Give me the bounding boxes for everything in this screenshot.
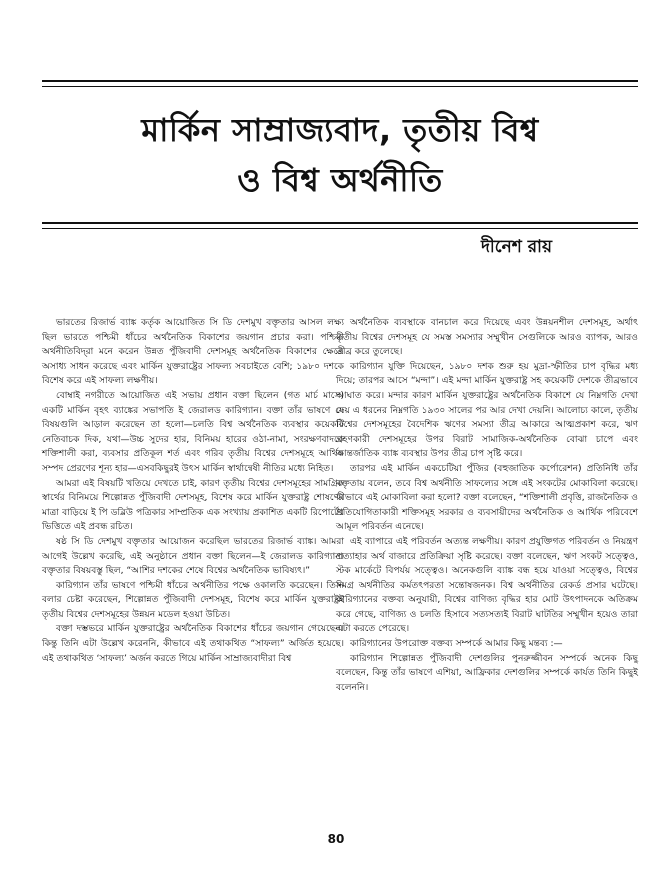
paragraph: তারপর এই মার্কিন একচেটিয়া পুঁজির (বহুজাতিক কর্পোরেশন) প্রতিনিধি তাঁর বক্তৃতায় বলেন, তবে বিশ্ব অর্থনীতি সাফল্যের সঙ্গে এই সংকটের মোকাবিলা করেছে। কীভাবে এই মোকাবিলা করা হলো? বক্তা বলেছেন, “শক্তিশালী প্রবৃত্তি, রাজনৈতিক ও প্রতিযোগিতাকারী শক্তিসমূহ সরকার ও ব্যবসায়ীদের অর্থনৈতিক ও আর্থিক পরিবেশে আমূল পরিবর্তন এনেছে।: [336, 463, 638, 533]
paragraph: ষষ্ঠ সি ডি দেশমুখ বক্তৃতার আয়োজন করেছিল ভারতের রিজার্ভ ব্যাঙ্ক। আমরা আগেই উল্লেখ করেছি, এই অনুষ্ঠানে প্রধান বক্তা ছিলেন—ই জেরালড কারিগ্যান। বক্তৃতার বিষয়বস্তু ছিল, “আশির দশকের শেষে বিশ্বের অর্থনৈতিক ভাবিষ্যৎ।”: [42, 536, 344, 577]
paragraph: কারিগ্যান শিল্পোন্নত পুঁজিবাদী দেশগুলির পুনরুজ্জীবন সম্পর্কে অনেক কিছু বলেছেন, কিন্তু তাঁর ভাষণে এশিয়া, আফ্রিকার দেশগুলির সম্পর্কে কার্যত তিনি কিছুই বলেননি।: [336, 653, 638, 693]
title-bottom-rule: [42, 222, 638, 224]
title-bottom-rule-thin: [42, 228, 638, 229]
paragraph: বোম্বাই নগরীতে আয়োজিত এই সভায় প্রধান বক্তা ছিলেন (গত মার্চ মাসে) একটি মার্কিন বৃহৎ ব্যাঙ্কের সভাপতি ই জেরালড কারিগ্যান। বক্তা তাঁর ভাষণে যে বিষয়গুলি আড়াল করেছেন তা হলো—চলতি বিশ্ব অর্থনৈতিক ব্যবস্থার কয়েকটি নেতিবাচক দিক, যথা—উচ্চ সুদের হার, বিনিময় হারের ওঠা-নামা, সংরক্ষণবাদকে শক্তিশালী করা, ব্যবসার প্রতিকূল শর্ত এবং গরিব তৃতীয় বিশ্বের দেশসমূহে আর্থিক সম্পদ প্রেরণের শূন্য হার—এসবকিছুরই উৎস মার্কিন স্বার্থান্বেষী নীতির মধ্যে নিহিত।: [42, 390, 344, 474]
author-name: দীনেশ রায়: [480, 237, 552, 257]
top-rule: [42, 80, 638, 82]
left-column: [42, 316, 344, 666]
article-title-line1: মার্কিন সাম্রাজ্যবাদ, তৃতীয় বিশ্ব: [141, 111, 539, 149]
right-column: [336, 316, 638, 695]
article-title-line2: ও বিশ্ব অর্থনীতি: [237, 161, 443, 199]
paragraph: এই ব্যাপারে এই পরিবর্তন অত্যন্ত লক্ষণীয়। কারণ প্রযুক্তিগত পরিবর্তন ও নিয়ন্ত্রণ প্রত্যাহার অর্থ বাজারে প্রতিক্রিয়া সৃষ্টি করেছে। বক্তা বলেছেন, ঋণ সংকট সত্ত্বেও, স্টক মার্কেটে বিপর্যয় সত্ত্বেও। অনেকগুলি ব্যাঙ্ক বন্ধ হয়ে যাওয়া সত্ত্বেও, বিশ্বের সমগ্র অর্থনীতির কর্মতৎপরতা সন্তোষজনক। বিশ্ব অর্থনীতির রেকর্ড প্রসার ঘটেছে। কারিগ্যানের বক্তব্য অনুযায়ী, বিশ্বের বাণিজ্য বৃদ্ধির হার মোট উৎপাদনকে অতিক্রম করে গেছে, বাণিজ্য ও চলতি হিসাবে সত্যসত্যই বিরাট ঘাটতির সম্মুখীন হয়েও তারা এটা করতে পেরেছে।: [336, 536, 638, 635]
top-rule-thin: [42, 86, 638, 87]
paragraph: কারিগ্যান তাঁর ভাষণে পশ্চিমী ধাঁচের অর্থনীতির পক্ষে ওকালতি করেছেন। তিনি বলার চেষ্টা করেছেন, শিল্পোন্নত পুঁজিবাদী দেশসমূহ, বিশেষ করে মার্কিন যুক্তরাষ্ট্রই তৃতীয় বিশ্বের দেশসমূহের উন্নয়ন মডেল হওয়া উচিত।: [42, 580, 344, 620]
paragraph: আমরা এই বিষয়টি খতিয়ে দেখতে চাই, কারণ তৃতীয় বিশ্বের দেশসমূহের সামগ্রিক স্বার্থের বিনিময়ে শিল্পোন্নত পুঁজিবাদী দেশসমূহ, বিশেষ করে মার্কিন যুক্তরাষ্ট্র শোষণের মাত্রা বাড়িয়ে ই পি ডব্লিউ পত্রিকার সাম্প্রতিক এক সংখ্যায় প্রকাশিত একটি রিপোর্টের ভিত্তিতে এই প্রবন্ধ রচিত।: [42, 478, 344, 533]
paragraph: বক্তা দম্ভভরে মার্কিন যুক্তরাষ্ট্রের অর্থনৈতিক বিকাশের ধাঁচের জয়গান গেয়েছেন। কিন্তু তিনি এটা উল্লেখ করেননি, কীভাবে এই তথাকথিত “সাফল্য” অর্জিত হয়েছে। এই তথাকথিত ‘সাফল্য’ অর্জন করতে গিয়ে মার্কিন সাম্রাজ্যবাদীরা বিশ্ব: [42, 624, 344, 664]
paragraph: ভারতের রিজার্ভ ব্যাঙ্ক কর্তৃক আয়োজিত সি ডি দেশমুখ বক্তৃতার আসল লক্ষ্য ছিল ভারতে পশ্চিমী ধাঁচের অর্থনৈতিক বিকাশের জয়গান প্রচার করা। পশ্চিমী অর্থনীতিবিদ্‌রা মনে করেন উন্নত পুঁজিবাদী দেশসমূহ অর্থনৈতিক বিকাশের ক্ষেত্রে অসাধ্য সাধন করেছে এবং মার্কিন যুক্তরাষ্ট্রের সাফল্য সবচাইতে বেশি; ১৯৮০ দশকে বিশেষ করে এই সাফল্য লক্ষণীয়।: [42, 318, 344, 387]
paragraph: অর্থনৈতিক ব্যবস্থাকে বানচাল করে দিয়েছে এবং উন্নয়নশীল দেশসমূহ, অর্থাৎ তৃতীয় বিশ্বের দেশসমূহ যে সমস্ত সমস্যার সম্মুখীন সেগুলিকে আরও ব্যাপক, আরও তীব্র করে তুলেছে।: [336, 318, 638, 358]
page-number: 80: [327, 832, 345, 846]
paragraph: কারিগ্যান যুক্তি দিয়েছেন, ১৯৮০ দশক শুরু হয় মুদ্রা-স্ফীতির চাপ বৃদ্ধির মধ্য দিয়ে; তারপর আসে “মন্দা”। এই মন্দা মার্কিন যুক্তরাষ্ট্র সহ কয়েকটি দেশকে তীব্রভাবে আঘাত করে। মন্দার কারণ মার্কিন যুক্তরাষ্ট্রের অর্থনৈতিক বিকাশে যে নিম্নগতি দেখা দেয় এ ধরনের নিম্নগতি ১৯৩০ সালের পর আর দেখা দেয়নি। আলোচ্য কালে, তৃতীয় বিশ্বের দেশসমূহের বৈদেশিক ঋণের সমস্যা তীব্র আকারে আত্মপ্রকাশ করে, ঋণ গ্রহণকারী দেশসমূহের উপর বিরাট সামাজিক-অর্থনৈতিক বোঝা চাপে এবং আন্তর্জাতিক ব্যাঙ্ক ব্যবস্থার উপর তীব্র চাপ সৃষ্টি করে।: [336, 361, 638, 460]
paragraph: কারিগ্যানের উপরোক্ত বক্তব্য সম্পর্কে আমার কিছু মন্তব্য :—: [350, 639, 563, 650]
